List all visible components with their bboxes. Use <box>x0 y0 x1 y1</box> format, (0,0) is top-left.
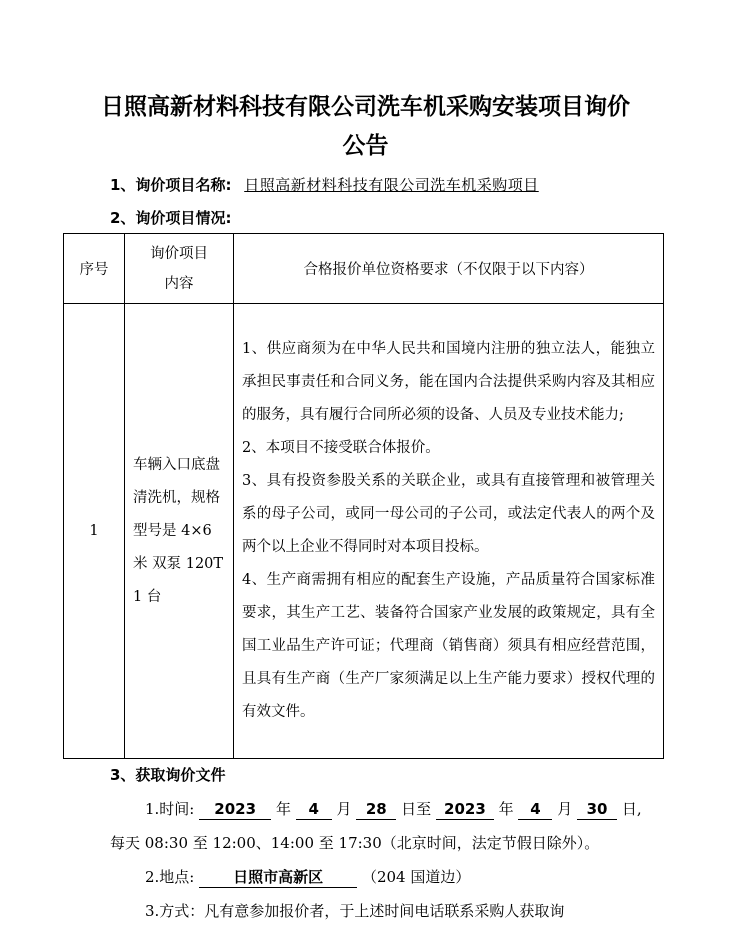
start-month: 4 <box>296 799 332 820</box>
location-value: 日照市高新区 <box>199 867 357 888</box>
location-row <box>145 866 470 888</box>
time-row <box>145 798 642 820</box>
year-unit-2: 年 <box>498 800 514 818</box>
header-content-line1: 询价项目 <box>150 245 208 262</box>
end-day: 30 <box>577 799 617 820</box>
method-text: 3.方式：凡有意参加报价者，于上述时间电话联系采购人获取询 <box>145 902 565 920</box>
header-requirements: 合格报价单位资格要求（不仅限于以下内容） <box>234 234 664 304</box>
time-prefix: 1.时间: <box>145 800 195 818</box>
month-unit-1: 月 <box>336 800 352 818</box>
row-item: 车辆入口底盘清洗机，规格型号是 4×6 米 双泵 120T 1 台 <box>125 304 234 759</box>
requirement-3: 3、具有投资参股关系的关联企业，或具有直接管理和被管理关系的母子公司，或同一母公司的子公司，或法定代表人的两个及两个以上企业不得同时对本项目投标。 <box>242 473 655 555</box>
time-hours: 每天 08:30 至 12:00、14:00 至 17:30（北京时间，法定节假日除外）。 <box>110 834 600 852</box>
location-note: （204 国道边） <box>361 868 471 886</box>
table-header-row <box>64 234 664 304</box>
day-unit-2: 日, <box>621 800 642 818</box>
table-row <box>64 304 664 759</box>
header-content-line2: 内容 <box>164 275 194 292</box>
header-content <box>125 234 234 304</box>
section2-label: 2、询价项目情况: <box>110 209 232 227</box>
year-unit-1: 年 <box>275 800 291 818</box>
section1-row <box>110 174 539 196</box>
header-no: 序号 <box>64 234 125 304</box>
row-requirements <box>234 304 664 759</box>
section3-label: 3、获取询价文件 <box>110 766 226 784</box>
start-day: 28 <box>356 799 396 820</box>
row-no: 1 <box>64 304 125 759</box>
requirement-2: 2、本项目不接受联合体报价。 <box>242 440 440 456</box>
requirements-table <box>63 233 664 759</box>
document-title-line1: 日照高新材料科技有限公司洗车机采购安装项目询价 <box>101 94 630 120</box>
requirement-1: 1、供应商须为在中华人民共和国境内注册的独立法人，能独立承担民事责任和合同义务，能在国内合法提供采购内容及其相应的服务，具有履行合同所必须的设备、人员及专业技术能力; <box>242 341 655 423</box>
end-year: 2023 <box>436 799 494 820</box>
start-year: 2023 <box>199 799 271 820</box>
end-month: 4 <box>518 799 552 820</box>
document-title-line2: 公告 <box>342 133 389 159</box>
day-unit-1: 日至 <box>401 800 432 818</box>
month-unit-2: 月 <box>557 800 573 818</box>
section1-project-name: 日照高新材料科技有限公司洗车机采购项目 <box>244 176 539 194</box>
requirement-4: 4、生产商需拥有相应的配套生产设施，产品质量符合国家标准要求，其生产工艺、装备符合国家产业发展的政策规定，具有全国工业品生产许可证；代理商（销售商）须具有相应经营范围，且具有生产商（生产厂家须满足以上生产能力要求）授权代理的有效文件。 <box>242 572 655 720</box>
section1-label: 1、询价项目名称: <box>110 176 232 194</box>
location-prefix: 2.地点: <box>145 868 195 886</box>
